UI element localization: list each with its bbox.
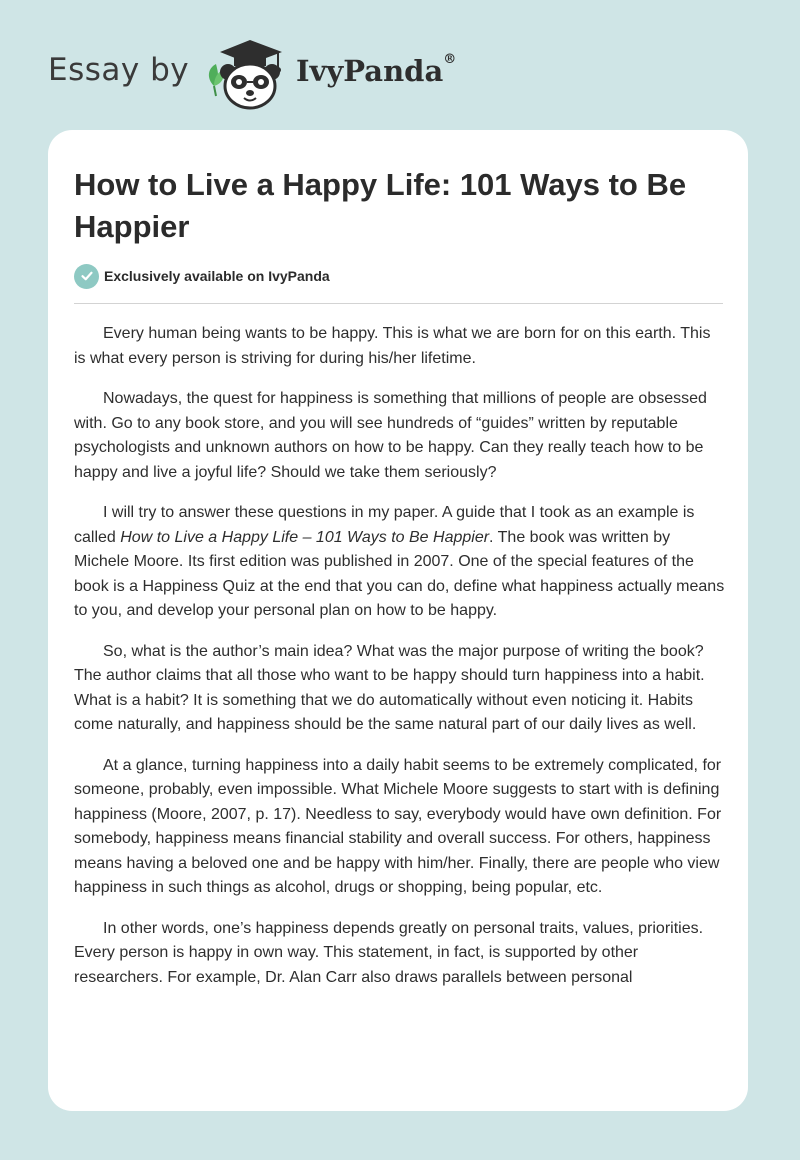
book-title: How to Live a Happy Life – 101 Ways to Be Happier — [120, 528, 490, 546]
essay-title: How to Live a Happy Life: 101 Ways to Be Happier — [74, 167, 687, 244]
essay-body — [74, 322, 726, 1006]
exclusive-badge — [74, 263, 330, 289]
paragraph: In other words, one’s happiness depends greatly on personal traits, values, priorities. Every person is happy in own way. This statement, in fact, is supported by other researchers. For example, Dr. Alan Carr also draws parallels between personal — [74, 919, 704, 986]
paragraph — [74, 501, 726, 624]
trademark-symbol: ® — [443, 52, 457, 67]
paragraph-text: I will try to answer these questions in my paper. A guide that I took as an example is called — [74, 504, 695, 546]
paragraph: Every human being wants to be happy. This is what we are born for on this earth. This is what every person is striving for during his/her lifetime. — [74, 325, 711, 367]
paragraph-text: . The book was written by Michele Moore. Its first edition was published in 2007. One of the special features of the book is a Happiness Quiz at the end that you can do, define what happiness actually means to you, and develop your personal plan on how to be happy. — [74, 528, 725, 619]
panda-logo-icon[interactable] — [204, 34, 292, 110]
site-header — [48, 30, 508, 110]
brand-name[interactable] — [296, 54, 456, 88]
brand-name-text: IvyPanda — [296, 54, 444, 88]
paragraph: Nowadays, the quest for happiness is something that millions of people are obsessed with. Go to any book store, and you will see hundreds of “guides” written by reputable psychologists and unknown authors on how to be happy. Can they really teach how to be happy and live a joyful life? Should we take them seriously? — [74, 390, 707, 481]
paragraph: So, what is the author’s main idea? What was the major purpose of writing the book? The author claims that all those who want to be happy should turn happiness into a habit. What is a habit? It is something that we do automatically without even noticing it. Habits come naturally, and happiness should be the same natural part of our daily lives as well. — [74, 642, 705, 733]
title-divider — [74, 303, 723, 304]
essay-by-label: Essay by — [48, 52, 190, 88]
exclusive-badge-label: Exclusively available on IvyPanda — [104, 268, 330, 284]
essay-card — [48, 130, 748, 1111]
paragraph: At a glance, turning happiness into a daily habit seems to be extremely complicated, for someone, probably, even impossible. What Michele Moore suggests to start with is defining happiness (Moore, 2007, p. 17). Needless to say, everybody would have own definition. For somebody, happiness means financial stability and overall success. For others, happiness means having a beloved one and be happy with him/her. Finally, there are people who view happiness in such things as alcohol, drugs or shopping, being popular, etc. — [74, 756, 722, 896]
check-circle-icon — [74, 264, 99, 289]
